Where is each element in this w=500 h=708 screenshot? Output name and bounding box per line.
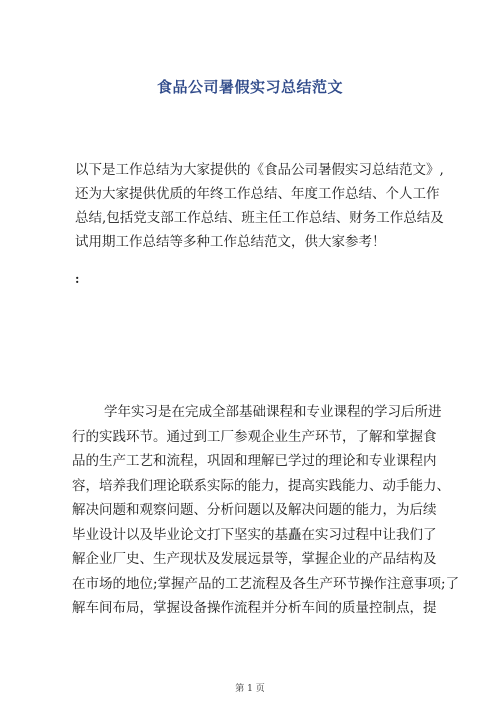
body-line: 学年实习是在完成全部基础课程和专业课程的学习后所进 xyxy=(104,404,442,420)
separator-mark: : xyxy=(75,272,80,286)
body-line: 解企业厂史、生产现状及发展远景等，掌握企业的产品结构及 xyxy=(72,551,437,567)
body-line: 毕业设计以及毕业论文打下坚实的基矗在实习过程中让我们了 xyxy=(72,526,437,543)
body-paragraph xyxy=(72,400,460,621)
body-line: 容，培养我们理论联系实际的能力，提高实践能力、动手能力、 xyxy=(72,477,450,494)
body-line: 在市场的地位;掌握产品的工艺流程及各生产环节操作注意事项;了 xyxy=(72,575,460,592)
intro-paragraph xyxy=(75,158,447,254)
body-line: 品的生产工艺和流程，巩固和理解已学过的理论和专业课程内 xyxy=(72,453,437,469)
body-line: 行的实践环节。通过到工厂参观企业生产环节，了解和掌握食 xyxy=(72,428,437,445)
body-line: 解车间布局，掌握设备操作流程并分析车间的质量控制点，提 xyxy=(72,600,437,616)
intro-line: 总结,包括党支部工作总结、班主任工作总结、财务工作总结及 xyxy=(75,210,444,226)
intro-line: 还为大家提供优质的年终工作总结、年度工作总结、个人工作 xyxy=(75,186,440,202)
intro-line: 以下是工作总结为大家提供的《食品公司暑假实习总结范文》, xyxy=(75,162,444,178)
body-line: 解决问题和观察问题、分析问题以及解决问题的能力，为后续 xyxy=(72,502,437,518)
page-number: 第 1 页 xyxy=(235,684,265,694)
intro-line: 试用期工作总结等多种工作总结范文，供大家参考！ xyxy=(75,234,386,250)
document-title: 食品公司暑假实习总结范文 xyxy=(156,78,343,96)
